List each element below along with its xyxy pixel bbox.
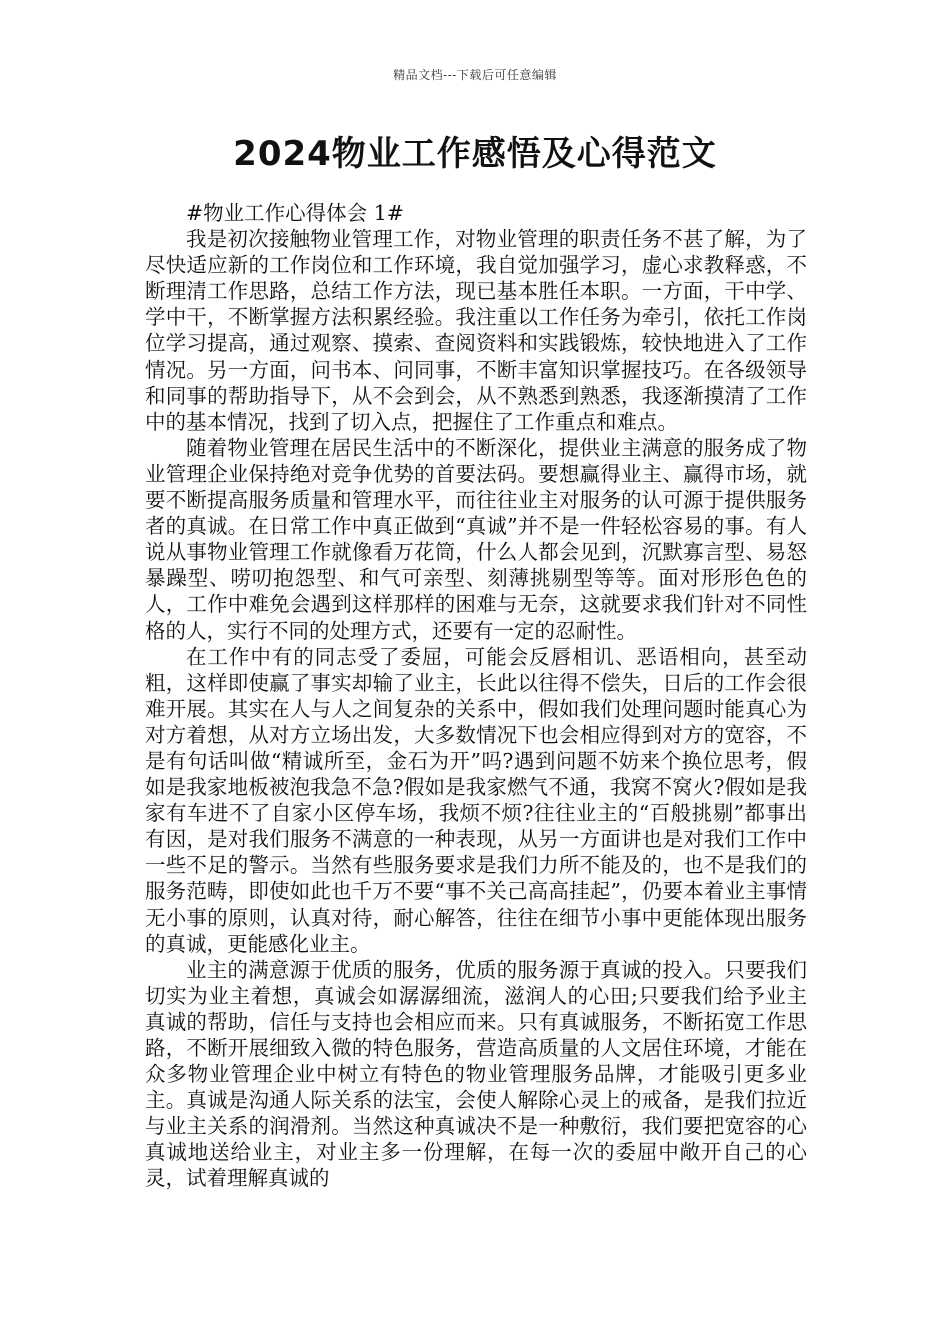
section-heading: #物业工作心得体会 1# [186,201,404,225]
document-body [145,200,807,1192]
paragraph-3: 在工作中有的同志受了委屈，可能会反唇相讥、恶语相向，甚至动粗，这样即使赢了事实却输了业主，长此以往得不偿失，日后的工作会很难开展。其实在人与人之间复杂的关系中，假如我们处理问题时能真心为对方着想，从对方立场出发，大多数情况下也会相应得到对方的宽容，不是有句话叫做“精诚所至，金石为开”吗?遇到问题不妨来个换位思考，假如是我家地板被泡我急不急?假如是我家燃气不通，我窝不窝火?假如是我家有车进不了自家小区停车场，我烦不烦?往往业主的“百般挑剔”都事出有因，是对我们服务不满意的一种表现，从另一方面讲也是对我们工作中一些不足的警示。当然有些服务要求是我们力所不能及的，也不是我们的服务范畴，即使如此也千万不要“事不关己高高挂起”，仍要本着业主事情无小事的原则，认真对待，耐心解答，往往在细节小事中更能体现出服务的真诚，更能感化业主。 [145,644,807,956]
paragraph-4: 业主的满意源于优质的服务，优质的服务源于真诚的投入。只要我们切实为业主着想，真诚会如潺潺细流，滋润人的心田;只要我们给予业主真诚的帮助，信任与支持也会相应而来。只有真诚服务，不断拓宽工作思路，不断开展细致入微的特色服务，营造高质量的人文居住环境，才能在众多物业管理企业中树立有特色的物业管理服务品牌，才能吸引更多业主。真诚是沟通人际关系的法宝，会使人解除心灵上的戒备，是我们拉近与业主关系的润滑剂。当然这种真诚决不是一种敷衍，我们要把宽容的心真诚地送给业主，对业主多一份理解，在每一次的委屈中敞开自己的心灵，试着理解真诚的 [145,957,807,1191]
header-note: 精品文档---下载后可任意编辑 [393,68,557,82]
paragraph-2: 随着物业管理在居民生活中的不断深化，提供业主满意的服务成了物业管理企业保持绝对竞争优势的首要法码。要想赢得业主、赢得市场，就要不断提高服务质量和管理水平，而往往业主对服务的认可源于提供服务者的真诚。在日常工作中真正做到“真诚”并不是一件轻松容易的事。有人说从事物业管理工作就像看万花筒，什么人都会见到，沉默寡言型、易怒暴躁型、唠叨抱怨型、和气可亲型、刻薄挑剔型等等。面对形形色色的人，工作中难免会遇到这样那样的困难与无奈，这就要求我们针对不同性格的人，实行不同的处理方式，还要有一定的忍耐性。 [145,435,807,643]
document-title: 2024物业工作感悟及心得范文 [233,134,717,174]
paragraph-1: 我是初次接触物业管理工作，对物业管理的职责任务不甚了解，为了尽快适应新的工作岗位和工作环境，我自觉加强学习，虚心求教释惑，不断理清工作思路，总结工作方法，现已基本胜任本职。一方面，干中学、学中干，不断掌握方法积累经验。我注重以工作任务为牵引，依托工作岗位学习提高，通过观察、摸索、查阅资料和实践锻炼，较快地进入了工作情况。另一方面，问书本、问同事，不断丰富知识掌握技巧。在各级领导和同事的帮助指导下，从不会到会，从不熟悉到熟悉，我逐渐摸清了工作中的基本情况，找到了切入点，把握住了工作重点和难点。 [145,227,807,434]
